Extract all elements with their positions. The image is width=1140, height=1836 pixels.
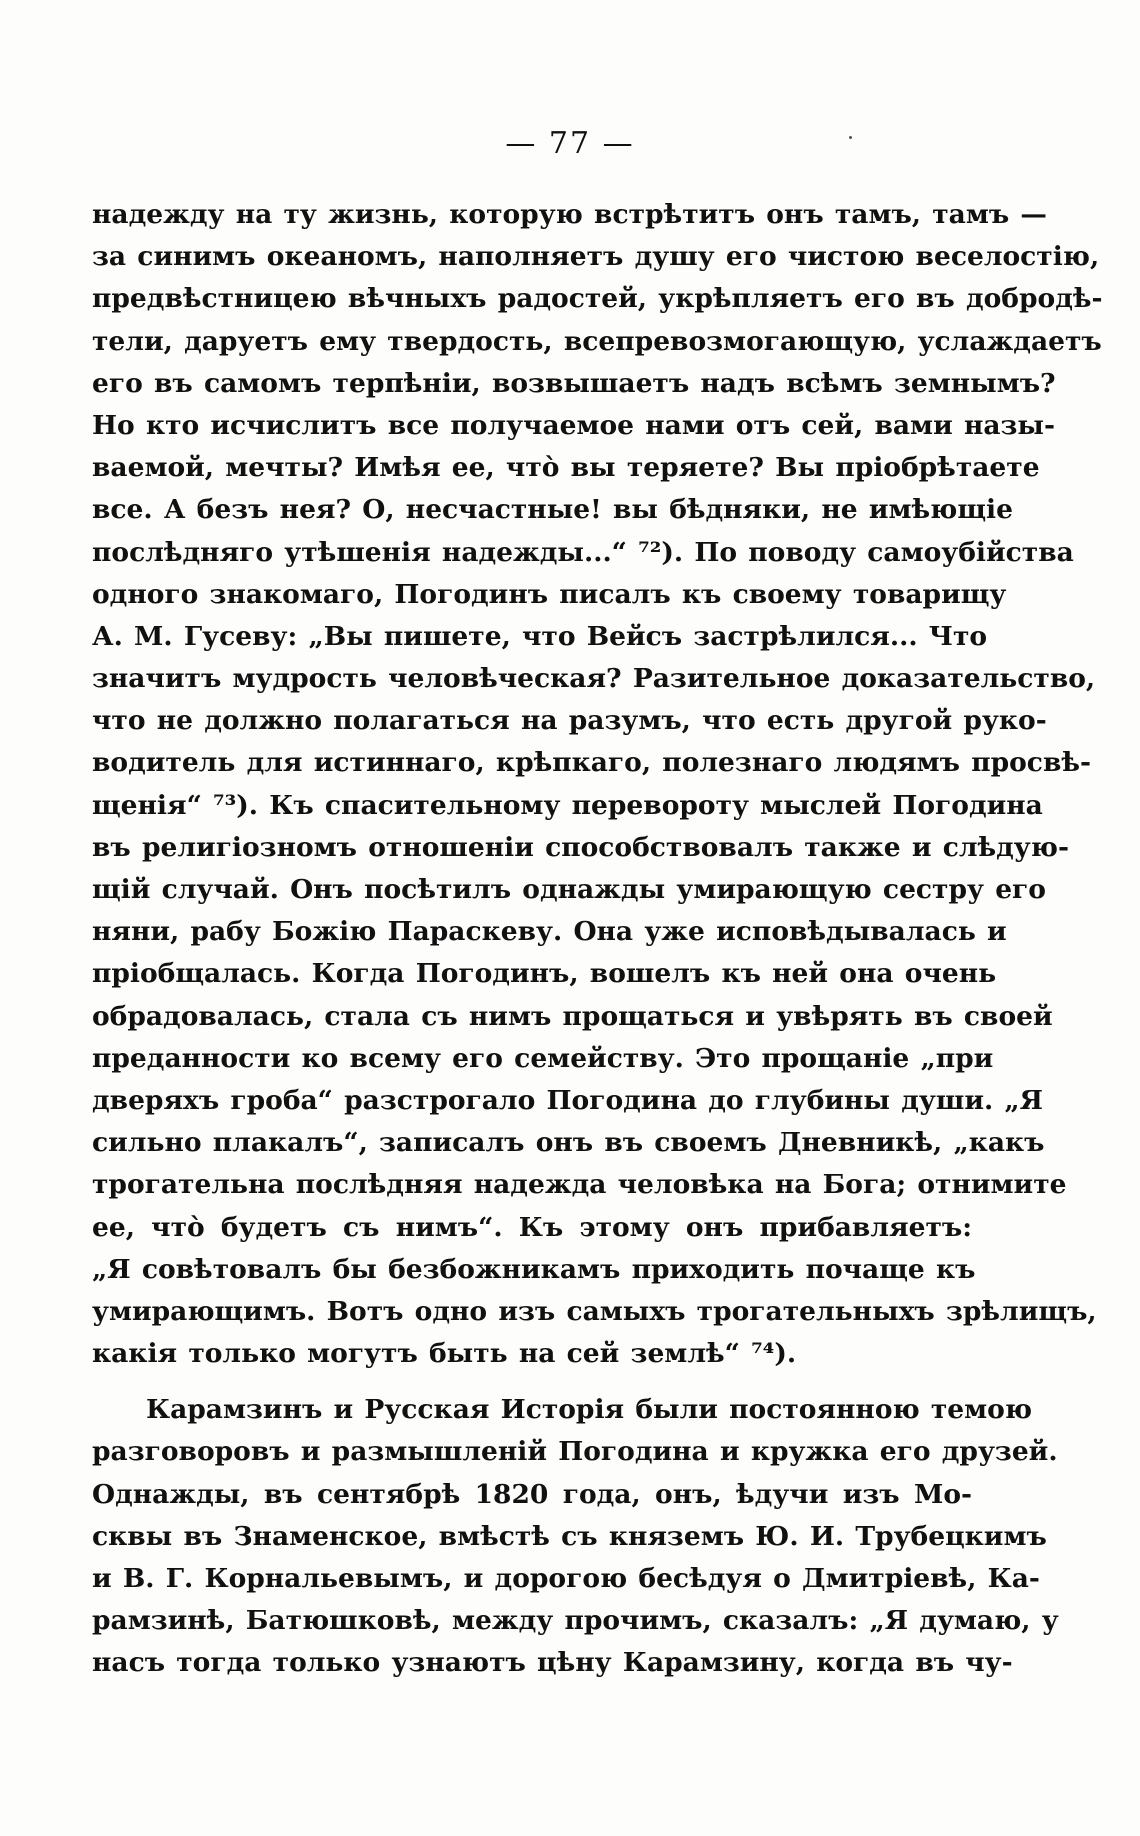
text-line: щенія“ ⁷³). Къ спасительному перевороту мыслей Погодина — [92, 789, 1043, 821]
text-line: какія только могутъ быть на сей землѣ“ ⁷⁴). — [92, 1338, 797, 1370]
page-number: — 77 — — [505, 126, 635, 161]
text-line: умирающимъ. Вотъ одно изъ самыхъ трогательныхъ зрѣлищъ, — [92, 1295, 1097, 1327]
text-line: разговоровъ и размышленій Погодина и кружка его друзей. — [92, 1436, 1058, 1468]
paragraph-gap — [92, 1375, 972, 1389]
text-line: предвѣстницею вѣчныхъ радостей, укрѣпляетъ его въ добродѣ- — [92, 283, 1103, 315]
text-line: Однажды, въ сентябрѣ 1820 года, онъ, ѣдучи изъ Мо- — [92, 1478, 972, 1510]
text-line: дверяхъ гроба“ разстрогало Погодина до глубины души. „Я — [92, 1084, 1044, 1116]
text-line: послѣдняго утѣшенія надежды...“ ⁷²). По поводу самоубійства — [92, 536, 1074, 568]
text-line: „Я совѣтовалъ бы безбожникамъ приходить почаще къ — [92, 1253, 976, 1285]
text-line: водитель для истиннаго, крѣпкаго, полезнаго людямъ просвѣ- — [92, 747, 1091, 779]
text-line: преданности ко всему его семейству. Это прощаніе „при — [92, 1042, 994, 1074]
text-line: Карамзинъ и Русская Исторія были постоянною темою — [146, 1394, 1033, 1426]
text-line: сквы въ Знаменское, вмѣстѣ съ княземъ Ю. И. Трубецкимъ — [92, 1520, 1047, 1552]
text-line: рамзинѣ, Батюшковѣ, между прочимъ, сказалъ: „Я думаю, у — [92, 1605, 1059, 1637]
text-line: ваемой, мечты? Имѣя ее, что̀ вы теряете? Вы пріобрѣтаете — [92, 452, 1040, 484]
text-line: пріобщалась. Когда Погодинъ, вошелъ къ ней она очень — [92, 958, 997, 990]
text-line: Но кто исчислитъ все получаемое нами отъ сей, вами назы- — [92, 409, 1055, 441]
text-line: въ религіозномъ отношеніи способствовалъ также и слѣдую- — [92, 831, 1069, 863]
text-line: насъ тогда только узнаютъ цѣну Карамзину, когда въ чу- — [92, 1647, 1013, 1679]
text-line: обрадовалась, стала съ нимъ прощаться и увѣрять въ своей — [92, 1000, 1053, 1032]
body-text — [92, 194, 1103, 1685]
text-line: что не должно полагаться на разумъ, что есть другой руко- — [92, 705, 1047, 737]
text-line: одного знакомаго, Погодинъ писалъ къ своему товарищу — [92, 578, 1007, 610]
text-line: все. А безъ нея? О, несчастные! вы бѣдняки, не имѣющіе — [92, 494, 1013, 526]
text-line: А. М. Гусеву: „Вы пишете, что Вейсъ застрѣлился... Что — [92, 620, 988, 652]
text-line: ее, что̀ будетъ съ нимъ“. Къ этому онъ прибавляетъ: — [92, 1211, 972, 1243]
text-line: тели, даруетъ ему твердость, всепревозмогающую, услаждаетъ — [92, 325, 1102, 357]
text-line: щій случай. Онъ посѣтилъ однажды умирающую сестру его — [92, 874, 1046, 905]
text-line: и В. Г. Корнальевымъ, и дорогою бесѣдуя о Дмитріевѣ, Ка- — [92, 1563, 1040, 1594]
paragraph-1 — [92, 194, 1103, 1375]
text-line: его въ самомъ терпѣніи, возвышаетъ надъ всѣмъ земнымъ? — [92, 367, 1056, 399]
text-line: значитъ мудрость человѣческая? Разительное доказательство, — [92, 663, 1096, 695]
paragraph-2 — [92, 1389, 1059, 1684]
text-line: надежду на ту жизнь, которую встрѣтитъ онъ тамъ, тамъ — — [92, 199, 1047, 230]
text-line: трогательна послѣдняя надежда человѣка на Бога; отнимите — [92, 1169, 1067, 1201]
text-line: за синимъ океаномъ, наполняетъ душу его чистою веселостію, — [92, 241, 1100, 273]
text-line: няни, рабу Божію Параскеву. Она уже исповѣдывалась и — [92, 916, 1007, 948]
text-line: сильно плакалъ“, записалъ онъ въ своемъ Дневникѣ, „какъ — [92, 1127, 1045, 1159]
